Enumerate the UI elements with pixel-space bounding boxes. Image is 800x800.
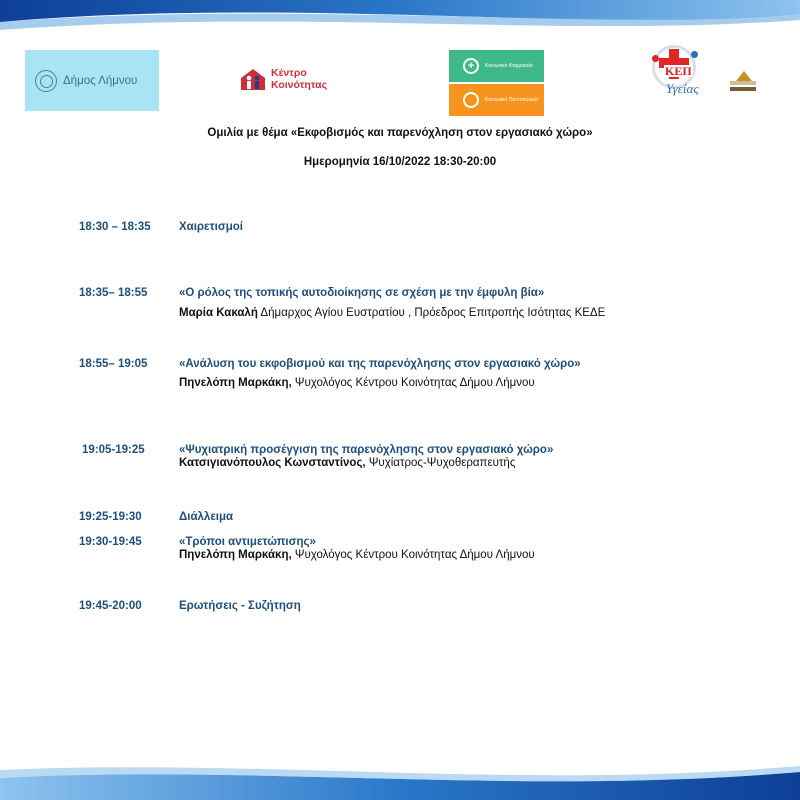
agenda-topic: Χαιρετισμοί	[179, 221, 243, 233]
agenda-topic: «Ψυχιατρική προσέγγιση της παρενόχλησης στον εργασιακό χώρο»	[179, 444, 554, 456]
basket-icon	[463, 92, 479, 108]
kep-ygeias-logo	[650, 45, 762, 101]
agenda-speaker	[179, 549, 535, 561]
agenda-topic: «Ανάλυση του εκφοβισμού και της παρενόχλησης στον εργασιακό χώρο»	[179, 358, 581, 370]
speaker-name: Κατσιγιανόπουλος Κωνσταντίνος,	[179, 457, 366, 469]
kep-logo-subtext: Υγείας	[666, 81, 699, 96]
event-date: Ημερομηνία 16/10/2022 18:30-20:00	[303, 156, 497, 168]
agenda-time: 18:30 – 18:35	[79, 221, 151, 233]
municipality-emblem-icon	[35, 70, 57, 92]
agenda-time: 18:35– 18:55	[79, 287, 148, 299]
social-grocery-badge	[449, 84, 544, 116]
agenda-topic: «Ο ρόλος της τοπικής αυτοδιοίκησης σε σχέση με την έμφυλη βία»	[179, 287, 545, 299]
dimos-limnou-logo	[25, 50, 159, 111]
agenda-speaker	[179, 307, 605, 319]
social-pharmacy-grocery-logo	[449, 50, 544, 116]
agenda-time: 19:30-19:45	[79, 536, 142, 548]
pharmacy-label: Κοινωνικό Φαρμακείο	[485, 63, 533, 69]
event-title: Ομιλία με θέμα «Εκφοβισμός και παρενόχληση στον εργασιακό χώρο»	[207, 127, 593, 139]
speaker-role: Ψυχολόγος Κέντρου Κοινότητας Δήμου Λήμνου	[291, 549, 535, 561]
speaker-name: Πηνελόπη Μαρκάκη,	[179, 377, 292, 389]
grocery-label: Κοινωνικό Παντοπωλείο	[485, 97, 539, 103]
agenda-speaker	[179, 457, 515, 469]
ministry-emblem-icon	[730, 71, 758, 95]
speaker-name: Μαρία Κακαλή	[179, 307, 258, 319]
social-pharmacy-badge	[449, 50, 544, 82]
agenda-time: 19:05-19:25	[82, 444, 145, 456]
dimos-logo-text: Δήμος Λήμνου	[63, 74, 138, 87]
speaker-role: Δήμαρχος Αγίου Ευστρατίου , Πρόεδρος Επιτροπής Ισότητας ΚΕΔΕ	[257, 307, 606, 319]
agenda-time: 19:45-20:00	[79, 600, 142, 612]
agenda-time: 18:55– 19:05	[79, 358, 148, 370]
house-people-icon	[240, 67, 266, 91]
speaker-name: Πηνελόπη Μαρκάκη,	[179, 549, 292, 561]
speaker-role: Ψυχίατρος-Ψυχοθεραπευτής	[365, 457, 516, 469]
top-wave-decoration	[0, 0, 800, 44]
kentro-logo-line2: Κοινότητας	[271, 79, 328, 91]
plus-icon: +	[463, 58, 479, 74]
agenda-topic: Διάλλειμα	[179, 511, 234, 523]
agenda-topic: «Τρόποι αντιμετώπισης»	[179, 536, 316, 548]
kep-logo-text: ΚΕΠ	[665, 64, 692, 78]
bottom-wave-decoration	[0, 756, 800, 800]
kentro-koinotitas-logo	[240, 62, 370, 96]
agenda-time: 19:25-19:30	[79, 511, 142, 523]
speaker-role: Ψυχολόγος Κέντρου Κοινότητας Δήμου Λήμνου	[291, 377, 535, 389]
kentro-logo-line1: Κέντρο	[271, 67, 307, 79]
agenda-speaker	[179, 377, 535, 389]
agenda-topic: Ερωτήσεις - Συζήτηση	[179, 600, 301, 612]
